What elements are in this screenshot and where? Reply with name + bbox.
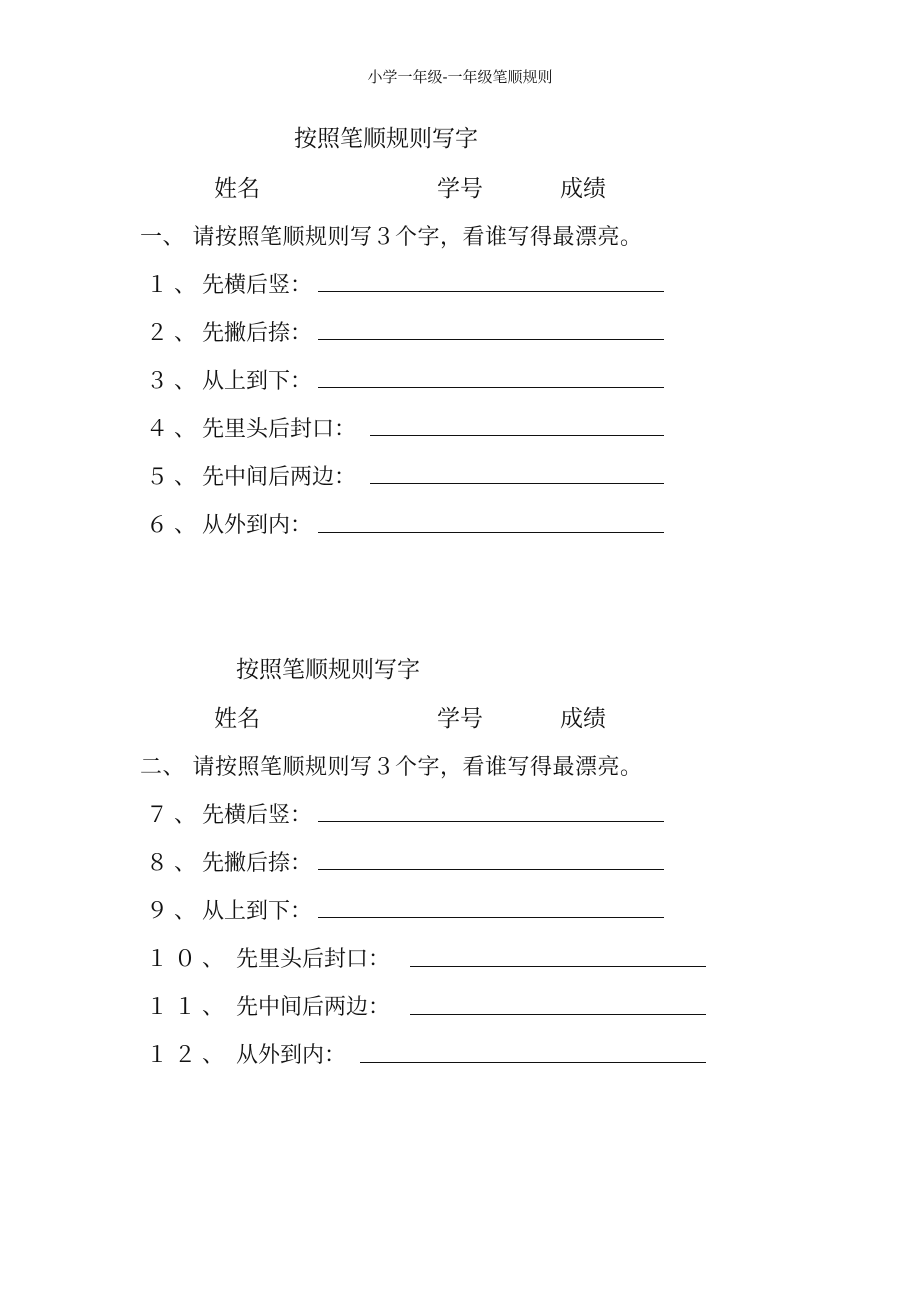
answer-line-12[interactable] xyxy=(360,1062,706,1063)
section-2-title: 按照笔顺规则写字 xyxy=(236,657,420,683)
item-number: １２、 xyxy=(146,1043,231,1068)
name-label: 姓名 xyxy=(214,176,260,202)
item-3 xyxy=(146,364,312,395)
score-label: 成绩 xyxy=(560,706,606,732)
answer-line-8[interactable] xyxy=(318,869,664,870)
item-label: 从外到内： xyxy=(236,1043,347,1068)
answer-line-2[interactable] xyxy=(318,339,664,340)
item-number: １１、 xyxy=(146,995,231,1020)
item-label: 从外到内： xyxy=(202,513,313,538)
section-2-instruction: 二、 请按照笔顺规则写３个字，看谁写得最漂亮。 xyxy=(140,755,643,780)
item-label: 先撇后捺： xyxy=(202,851,313,876)
item-number: ３、 xyxy=(146,369,203,394)
item-number: ２、 xyxy=(146,321,203,346)
answer-line-9[interactable] xyxy=(318,917,664,918)
item-number: ６、 xyxy=(146,513,203,538)
item-label: 先里头后封口： xyxy=(202,417,357,442)
item-5 xyxy=(146,460,356,491)
item-label: 从上到下： xyxy=(202,899,313,924)
item-number: ４、 xyxy=(146,417,203,442)
section-1-instruction: 一、 请按照笔顺规则写３个字，看谁写得最漂亮。 xyxy=(140,225,643,250)
item-12 xyxy=(146,1038,346,1069)
item-2 xyxy=(146,316,312,347)
score-label: 成绩 xyxy=(560,176,606,202)
item-label: 从上到下： xyxy=(202,369,313,394)
item-9 xyxy=(146,894,312,925)
item-6 xyxy=(146,508,312,539)
answer-line-5[interactable] xyxy=(370,483,664,484)
item-label: 先里头后封口： xyxy=(236,947,391,972)
page-header: 小学一年级-一年级笔顺规则 xyxy=(367,68,553,86)
answer-line-7[interactable] xyxy=(318,821,664,822)
item-label: 先中间后两边： xyxy=(236,995,391,1020)
answer-line-6[interactable] xyxy=(318,532,664,533)
item-8 xyxy=(146,846,312,877)
answer-line-10[interactable] xyxy=(410,966,706,967)
item-label: 先横后竖： xyxy=(202,803,313,828)
answer-line-1[interactable] xyxy=(318,291,664,292)
item-1 xyxy=(146,268,312,299)
section-1-title: 按照笔顺规则写字 xyxy=(294,126,478,152)
item-number: ９、 xyxy=(146,899,203,924)
student-id-label: 学号 xyxy=(437,176,483,202)
student-id-label: 学号 xyxy=(437,706,483,732)
item-label: 先中间后两边： xyxy=(202,465,357,490)
item-4 xyxy=(146,412,356,443)
item-11 xyxy=(146,990,390,1021)
item-label: 先横后竖： xyxy=(202,273,313,298)
answer-line-4[interactable] xyxy=(370,435,664,436)
item-number: ７、 xyxy=(146,803,203,828)
item-label: 先撇后捺： xyxy=(202,321,313,346)
item-10 xyxy=(146,942,390,973)
item-number: ８、 xyxy=(146,851,203,876)
item-7 xyxy=(146,798,312,829)
item-number: ５、 xyxy=(146,465,203,490)
item-number: １０、 xyxy=(146,947,231,972)
answer-line-11[interactable] xyxy=(410,1014,706,1015)
item-number: １、 xyxy=(146,273,203,298)
answer-line-3[interactable] xyxy=(318,387,664,388)
name-label: 姓名 xyxy=(214,706,260,732)
